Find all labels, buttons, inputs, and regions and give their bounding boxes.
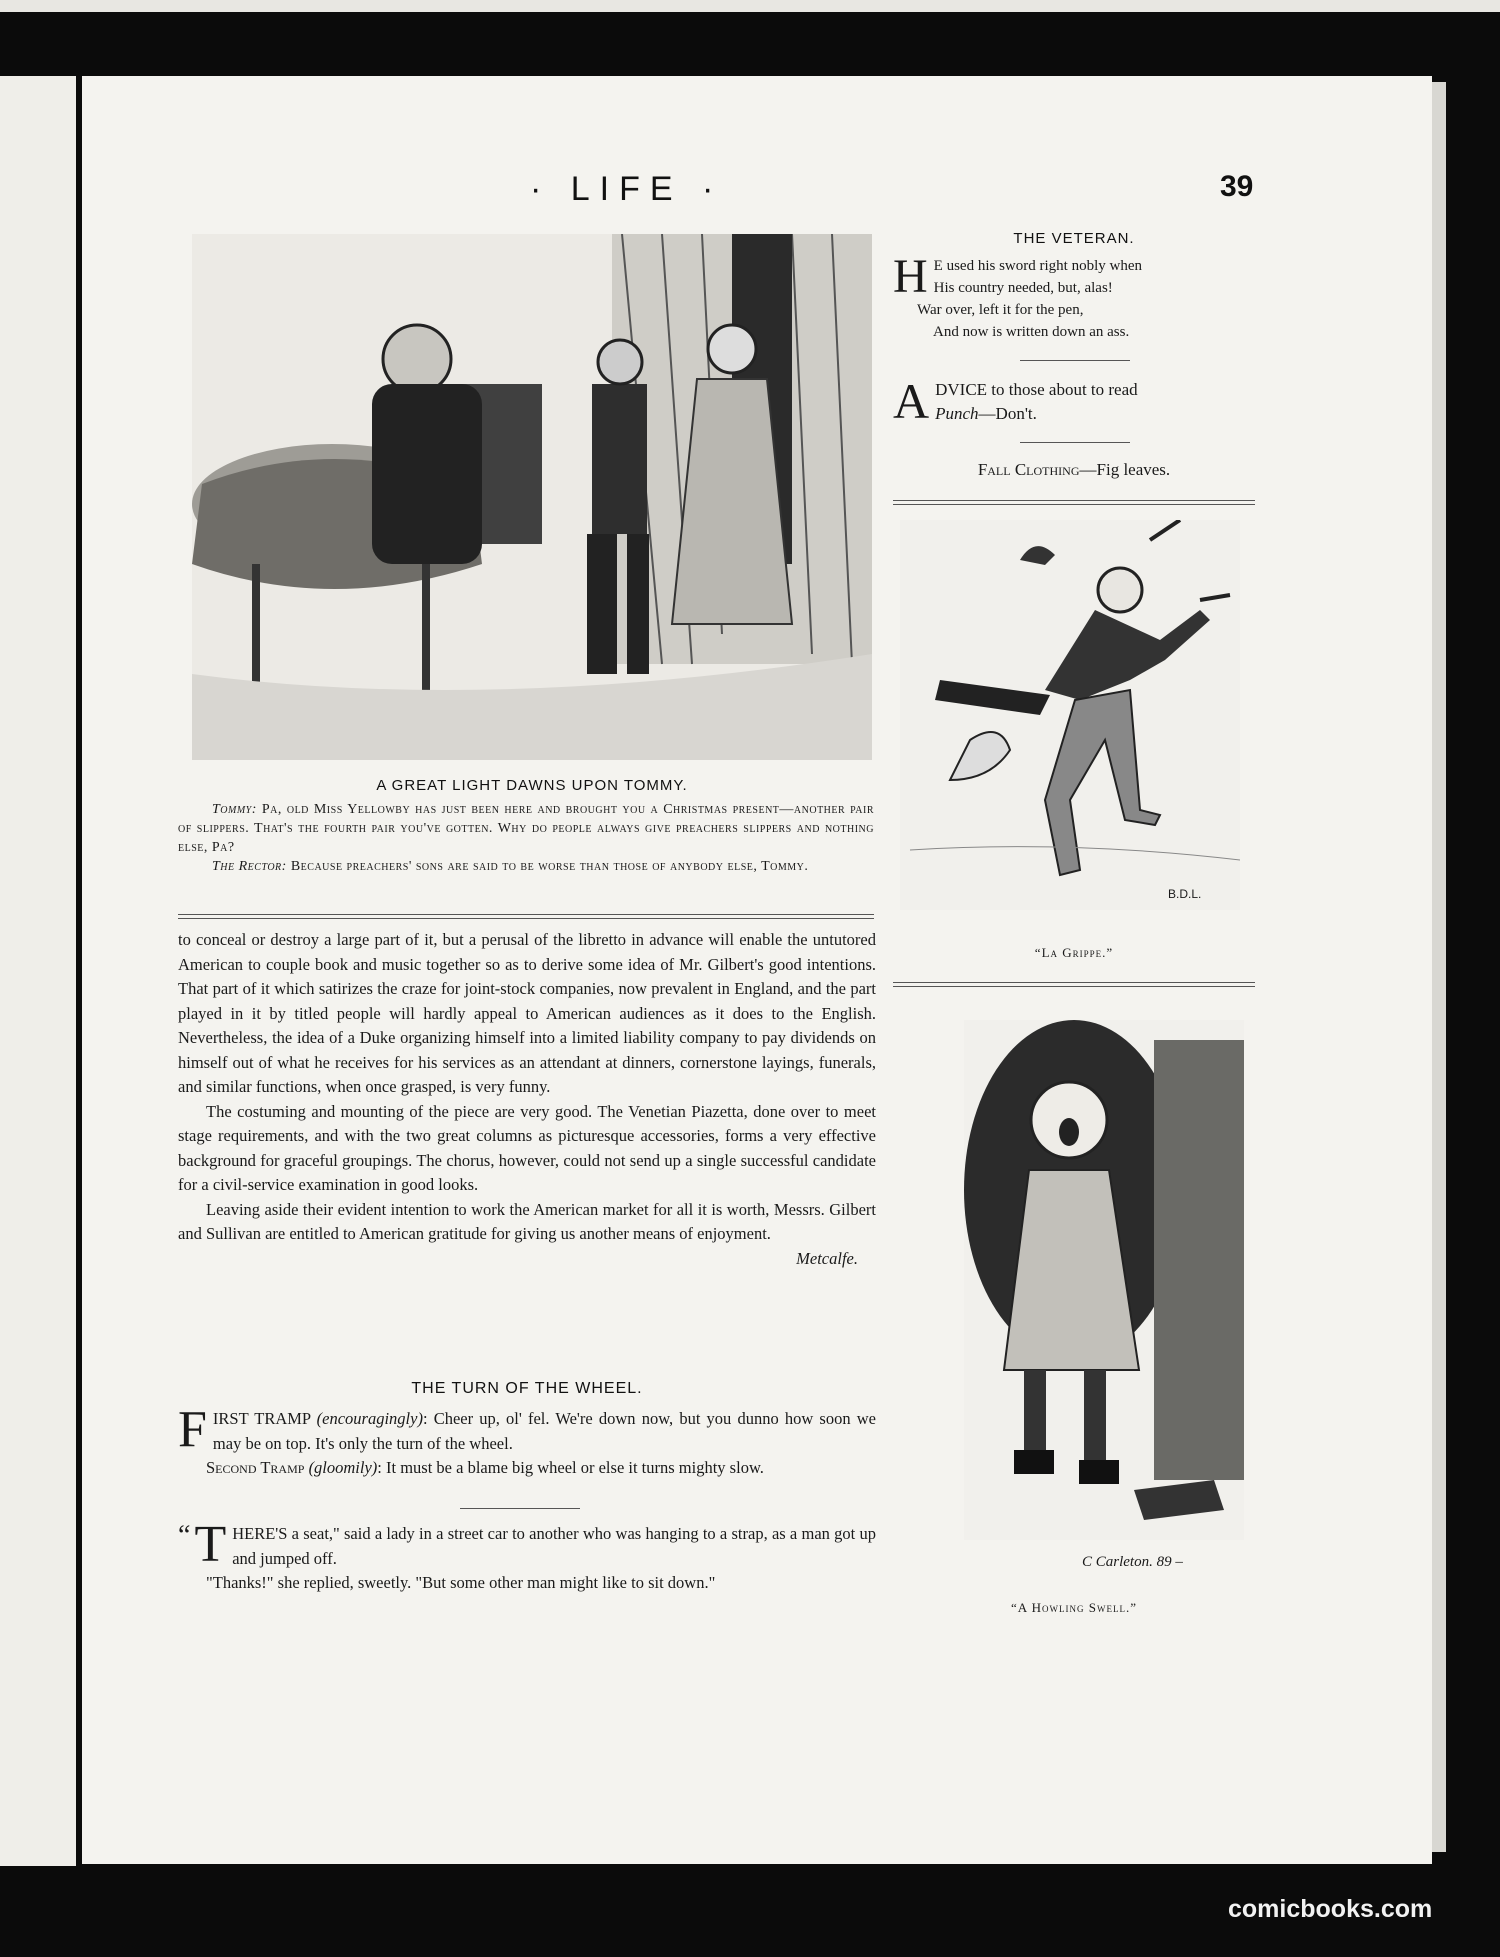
review-article [178,928,876,1271]
seat-text-1: HERE'S a seat," said a lady in a street car to another who was hanging to a strap, as a man got up and jumped off. [232,1524,876,1568]
seat-anecdote [178,1516,876,1596]
veteran-poem [893,250,1255,343]
wheel-title: THE TURN OF THE WHEEL. [411,1380,643,1397]
veteran-drop-cap: H [893,250,928,303]
la-grippe-illustration [900,520,1240,910]
page-edge-shadow [1432,82,1446,1852]
veteran-line-2: His country needed, but, alas! [933,280,1113,296]
first-tramp-text: : Cheer up, ol' fel. We're down now, but you dunno how soon we may be on top. It's only the turn of the wheel. [212,1409,876,1453]
first-tramp-direction: (encouragingly) [316,1409,423,1428]
tommy-speaker: Tommy: [212,802,257,817]
advice-tail [893,402,1255,426]
advice-punch: Punch [935,404,979,423]
top-border [0,0,1500,12]
second-tramp-speaker: Second Tramp [206,1458,305,1477]
second-tramp-text: : It must be a blame big wheel or else it turns mighty slow. [377,1458,764,1477]
fall-clothing-label: Fall Clothing [977,460,1080,479]
advice-text: DVICE to those about to read [935,380,1138,399]
advice-item [893,373,1255,429]
tommy-illustration-drawing [192,234,872,760]
second-tramp-direction: (gloomily) [308,1458,378,1477]
tommy-line-2-text: Because preachers' sons are said to be worse than those of anybody else, Tommy. [290,859,809,874]
rector-speaker: The Rector: [212,859,287,874]
tommy-line-2 [178,857,874,876]
wheel-divider [460,1508,580,1509]
seat-drop-cap: T [194,1516,227,1573]
veteran-line-4: And now is written down an ass. [933,324,1130,340]
review-paragraph-3 [178,1198,876,1268]
tommy-illustration [192,234,872,760]
la-grippe-drawing [900,520,1240,910]
fall-clothing-text: —Fig leaves. [1079,460,1171,479]
tommy-line-1-text: Pa, old Miss Yellowby has just been here and brought you a Christmas present—another pair of slippers. That's the fourth pair you've gotten. Why do people always give preachers slippers and nothing else, Pa? [178,802,875,855]
la-grippe-signature: B.D.L. [1168,887,1202,901]
review-paragraph-3-text: Leaving aside their evident intention to work the American market for all it is worth, Messrs. Gilbert and Sullivan are entitled to American gratitude for giving us another means of enjoyment. [178,1199,876,1243]
veteran-divider [1020,360,1130,361]
wheel-drop-cap: F [178,1401,207,1458]
advice-dont: —Don't. [978,404,1037,423]
fall-clothing-item [893,460,1255,480]
wheel-first-tramp [178,1401,876,1458]
first-tramp-speaker: IRST TRAMP [212,1409,311,1428]
advice-drop-cap: A [893,373,930,429]
howling-swell-signature: C Carleton. 89 – [1082,1554,1183,1570]
magazine-title: · LIFE · [530,170,724,208]
grippe-divider [893,982,1255,987]
tommy-line-1 [178,800,874,857]
howling-swell-illustration [964,1020,1244,1540]
wheel-second-tramp [178,1456,876,1481]
wheel-article [178,1401,876,1481]
howling-swell-drawing [964,1020,1244,1540]
tommy-caption-title: A GREAT LIGHT DAWNS UPON TOMMY. [376,777,688,794]
review-paragraph-1: to conceal or destroy a large part of it, but a perusal of the libretto in advance will enable the untutored American to couple book and music together so as to derive some idea of Mr. Gilbert's good intentions. That part of it which satirizes the craze for joint-stock companies, now prevalent in England, and the part played in it by titled people will hardly appeal to American audiences as it does to the English. Nevertheless, the idea of a Duke organizing himself into a limited liability company to pay dividends on himself out of what he receives for his services as an attendant at dinners, cornerstone layings, funerals, and similar functions, when once grasped, is very funny. [178,930,876,1096]
advice-divider [1020,442,1130,443]
adjacent-page-edge [0,76,76,1866]
review-signature: Metcalfe. [796,1248,858,1268]
tommy-section-divider [178,914,874,919]
veteran-line-1: E used his sword right nobly when [933,258,1142,274]
seat-quote-open: “ [178,1520,191,1551]
seat-paragraph-1 [178,1516,876,1573]
howling-swell-caption: “A Howling Swell.” [1010,1600,1138,1615]
tommy-caption-body [178,800,874,876]
fall-divider [893,500,1255,505]
page-number: 39 [1220,170,1254,203]
la-grippe-caption: “La Grippe.” [1034,945,1114,960]
seat-paragraph-2: "Thanks!" she replied, sweetly. "But some other man might like to sit down." [206,1573,716,1592]
veteran-title: THE VETERAN. [1013,230,1135,247]
comicbooks-watermark: comicbooks.com [1228,1895,1433,1923]
review-paragraph-2: The costuming and mounting of the piece are very good. The Venetian Piazetta, done over to meet stage requirements, and with the two great columns as picturesque accessories, forms a very effective background for graceful groupings. The chorus, however, could not send up a single successful candidate for a civil-service examination in good looks. [178,1101,876,1194]
veteran-line-3: War over, left it for the pen, [917,302,1084,318]
